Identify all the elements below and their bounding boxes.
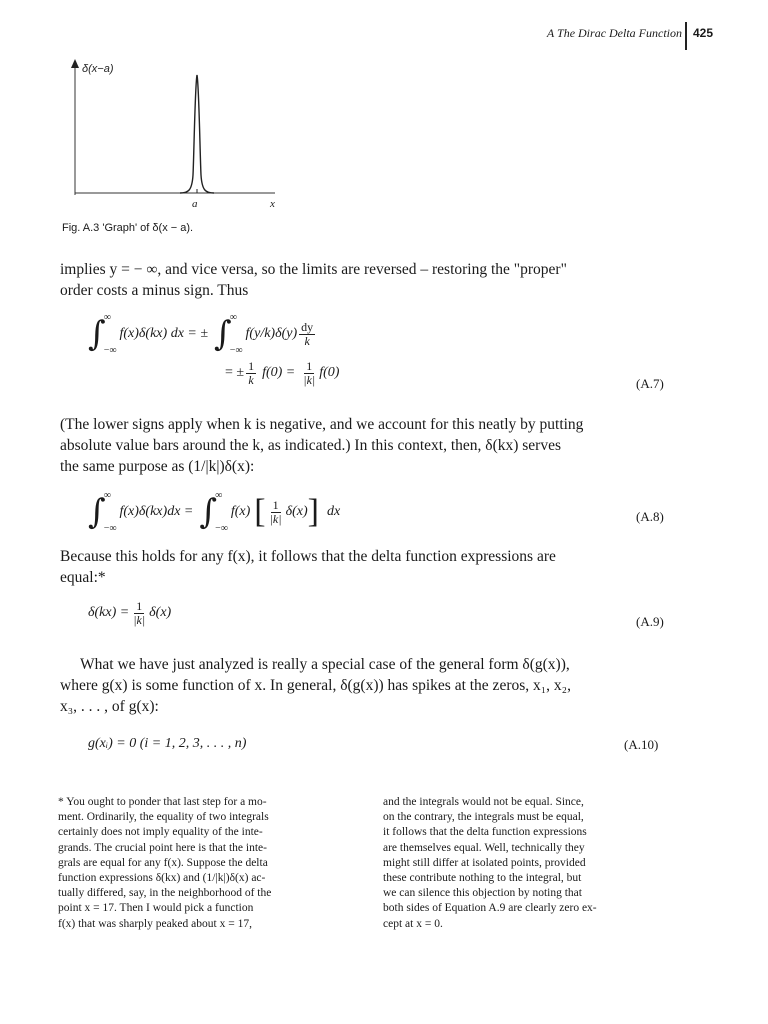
footnote-line: f(x) that was sharply peaked about x = 17, <box>58 917 252 930</box>
footnote-line: we can silence this objection by noting that <box>383 887 582 900</box>
footnote-line: function expressions δ(kx) and (1/|k|)δ(x) ac- <box>58 872 266 885</box>
lower-limit: −∞ <box>103 523 117 534</box>
paragraph-4 <box>60 654 672 717</box>
page-number: 425 <box>693 26 714 40</box>
integral-sign: ∫ ∞ −∞ <box>88 312 117 356</box>
footnote-line: tually differed, say, in the neighborhood of the <box>58 887 272 900</box>
lower-limit: −∞ <box>215 523 228 534</box>
integral-sign: ∫ ∞ −∞ <box>88 490 117 534</box>
paragraph-2 <box>60 414 672 477</box>
paragraph-4-line-1: What we have just analyzed is really a special case of the general form δ(g(x)), <box>80 656 570 673</box>
running-title: A The Dirac Delta Function <box>546 26 682 40</box>
footnote-line: it follows that the delta function expressions <box>383 826 587 839</box>
upper-limit: ∞ <box>229 312 237 323</box>
equation-a7-line-2 <box>225 360 339 386</box>
footnote-line: both sides of Equation A.9 are clearly zero ex- <box>383 902 597 915</box>
fraction-1-over-abs-k: $\frac{1}{|k|}$ <box>303 359 316 387</box>
fraction-dy-over-k: $\frac{dy}{k}$ <box>301 319 314 348</box>
integral-sign: ∫ ∞ −∞ <box>199 490 228 534</box>
paragraph-1-line-1: implies y = − ∞, and vice versa, so the limits are reversed – restoring the "proper" <box>60 261 567 278</box>
paragraph-4-line-3: x₃, . . . , of g(x): <box>60 698 159 715</box>
fraction-1-over-abs-k: $\frac{1}{|k|}$ <box>269 497 282 526</box>
equation-a10: g(xᵢ) = 0 (i = 1, 2, 3, . . . , n) <box>88 736 247 751</box>
eq-a8-inner: δ(x) <box>285 504 308 519</box>
delta-function-graph <box>60 55 290 215</box>
upper-limit: ∞ <box>215 490 223 501</box>
footnote-line: and the integrals would not be equal. Since, <box>383 796 584 808</box>
y-axis-arrowhead <box>71 59 79 68</box>
equation-number-a9: (A.9) <box>636 614 664 629</box>
footnote-line: point x = 17. Then I would pick a function <box>58 902 254 915</box>
lower-limit: −∞ <box>103 345 117 356</box>
figure-caption: Fig. A.3 'Graph' of δ(x − a). <box>62 222 194 234</box>
fraction-1-over-abs-k: $\frac{1}{|k|}$ <box>133 599 146 627</box>
equation-a7-line-1 <box>88 312 317 356</box>
integral-sign: ∫ ∞ −∞ <box>214 312 243 356</box>
equation-number-a8: (A.8) <box>636 509 664 524</box>
footnote-line: these contribute nothing to the integral, but <box>383 872 582 885</box>
left-bracket: [ <box>254 493 266 530</box>
paragraph-3-line-2: equal:* <box>60 569 106 586</box>
footnote-line: are themselves equal. Well, technically they <box>383 841 585 854</box>
eq-a9-right: δ(x) <box>149 605 172 621</box>
y-axis-label: δ(x−a) <box>82 63 114 75</box>
equation-a9 <box>88 600 171 626</box>
eq-a9-left: δ(kx) = <box>88 605 130 621</box>
footnote-line: certainly does not imply equality of the inte- <box>58 826 263 839</box>
right-bracket: ] <box>307 493 319 530</box>
footnote-line: grands. The crucial point here is that the inte- <box>58 841 267 854</box>
eq-a8-left: f(x)δ(kx)dx = <box>119 504 194 519</box>
paragraph-2-line-1: (The lower signs apply when k is negative, and we account for this neatly by putting <box>60 416 584 433</box>
paragraph-3-line-1: Because this holds for any f(x), it follows that the delta function expressions are <box>60 548 556 565</box>
equation-a8 <box>88 490 340 534</box>
footnote-line: * You ought to ponder that last step for a mo- <box>58 796 267 808</box>
paragraph-3 <box>60 546 672 588</box>
eq-a7-line2-suffix: f(0) <box>319 365 340 381</box>
x-axis-label: x <box>270 198 275 210</box>
header-rule <box>685 22 687 50</box>
footnote-right-column <box>383 795 673 932</box>
eq-a7-right-integrand: f(y/k)δ(y) <box>245 326 298 341</box>
eq-a7-line2-prefix: = ± <box>225 365 245 381</box>
paragraph-1-line-2: order costs a minus sign. Thus <box>60 282 249 299</box>
eq-a7-line2-mid: f(0) = <box>262 365 296 381</box>
footnote-line: might still differ at isolated points, provided <box>383 856 586 869</box>
lower-limit: −∞ <box>229 345 243 356</box>
footnote-line: cept at x = 0. <box>383 917 443 930</box>
paragraph-2-line-2: absolute value bars around the k, as indicated.) In this context, then, δ(kx) serves <box>60 437 562 454</box>
paragraph-2-line-3: the same purpose as (1/|k|)δ(x): <box>60 458 255 475</box>
eq-a8-middle: f(x) <box>230 504 251 519</box>
eq-a7-left-integrand: f(x)δ(kx) dx = ± <box>119 326 209 341</box>
upper-limit: ∞ <box>103 312 111 323</box>
paragraph-1 <box>60 259 672 301</box>
paragraph-4-line-2: where g(x) is some function of x. In general, δ(g(x)) has spikes at the zeros, x₁, x₂, <box>60 677 571 694</box>
equation-number-a10: (A.10) <box>624 737 659 752</box>
x-tick-label: a <box>192 198 198 210</box>
footnote-line: ment. Ordinarily, the equality of two integrals <box>58 811 269 824</box>
delta-spike-curve <box>180 75 214 193</box>
footnote-line: grals are equal for any f(x). Suppose the delta <box>58 856 268 869</box>
equation-number-a7: (A.7) <box>636 376 664 391</box>
footnote-line: on the contrary, the integrals must be equal, <box>383 811 584 824</box>
eq-a8-right: dx <box>326 504 341 519</box>
fraction-1-over-k: $\frac{1}{k}$ <box>248 359 255 387</box>
footnote-left-column <box>58 795 364 932</box>
upper-limit: ∞ <box>103 490 111 501</box>
